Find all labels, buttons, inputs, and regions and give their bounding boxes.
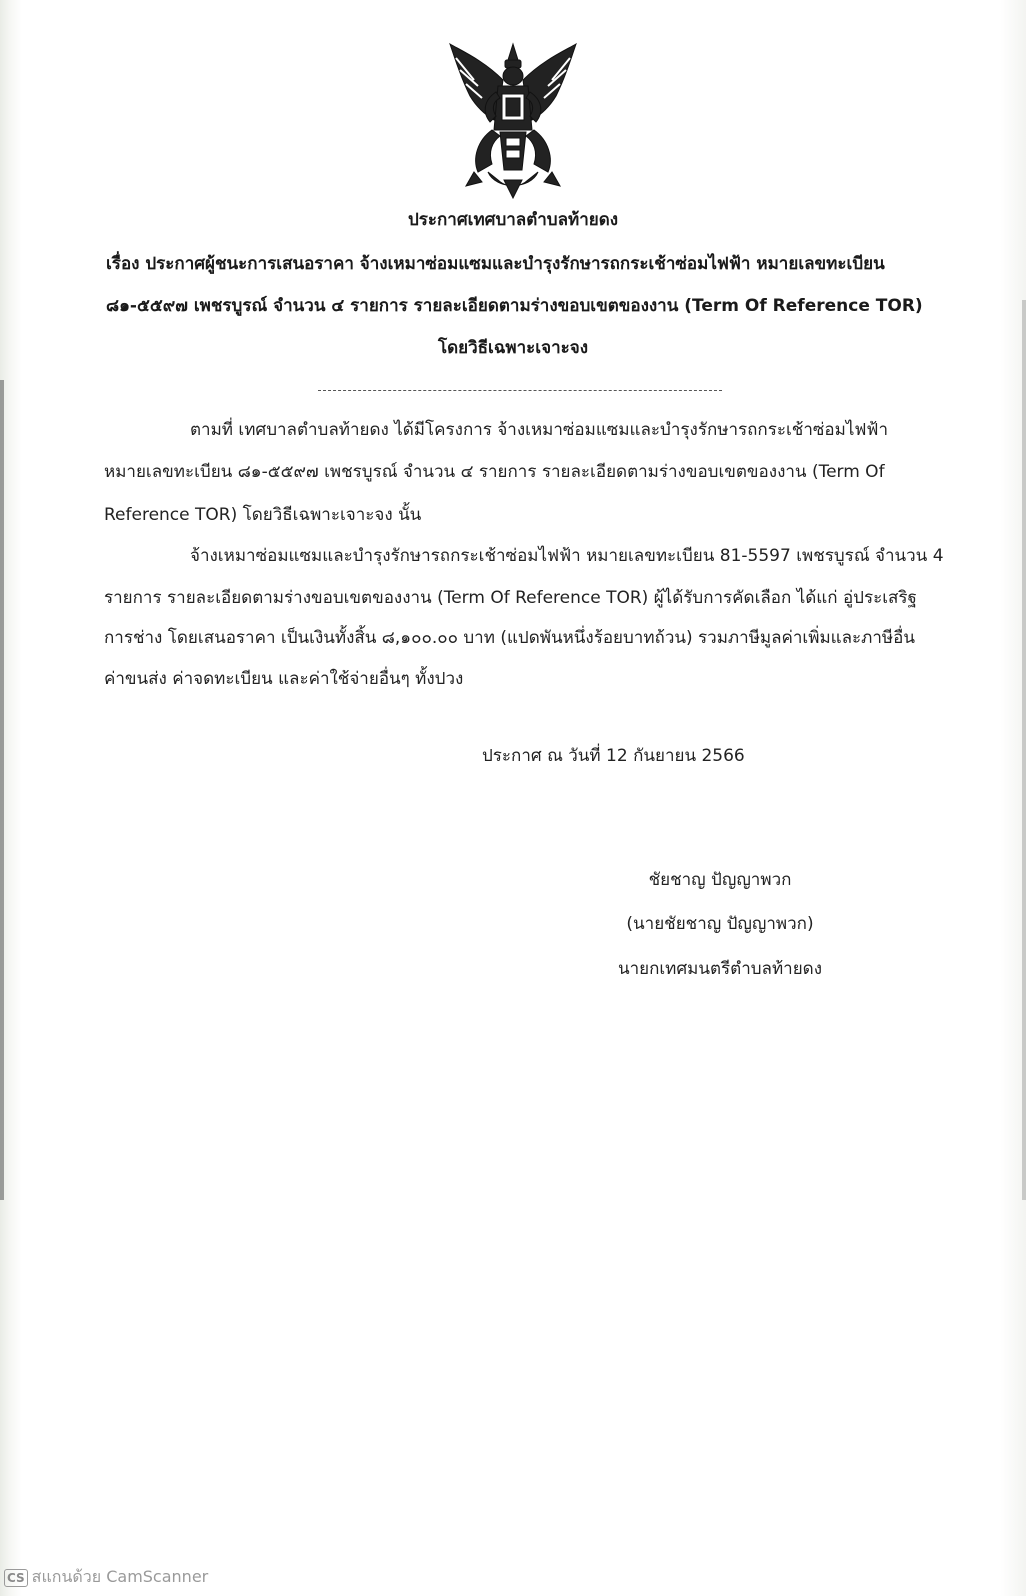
signature-printed-name: (นายชัยชาญ ปัญญาพวก)	[626, 914, 814, 934]
paragraph-2-line-2: รายการ รายละเอียดตามร่างขอบเขตของงาน (Term Of Reference TOR) ผู้ได้รับการคัดเลือก ได้แก่ อู่ประเสริฐ	[104, 588, 917, 608]
paragraph-2-line-4: ค่าขนส่ง ค่าจดทะเบียน และค่าใช้จ่ายอื่นๆ ทั้งปวง	[104, 669, 464, 689]
camscanner-watermark-text: สแกนด้วย CamScanner	[31, 1567, 209, 1586]
camscanner-watermark	[4, 1565, 208, 1590]
garuda-emblem-icon	[448, 40, 578, 200]
paragraph-1-line-3: Reference TOR) โดยวิธีเฉพาะเจาะจง นั้น	[104, 505, 422, 525]
signature-signed-name: ชัยชาญ ปัญญาพวก	[648, 870, 792, 890]
section-divider	[318, 390, 722, 391]
paragraph-1-line-1: ตามที่ เทศบาลตำบลท้ายดง ได้มีโครงการ จ้างเหมาซ่อมแซมและบำรุงรักษารถกระเช้าซ่อมไฟฟ้า	[190, 420, 888, 440]
announcement-date: ประกาศ ณ วันที่ 12 กันยายน 2566	[482, 746, 745, 766]
camscanner-logo-icon: CS	[4, 1569, 28, 1587]
paragraph-2-line-3: การช่าง โดยเสนอราคา เป็นเงินทั้งสิ้น ๘,๑๐๐.๐๐ บาท (แปดพันหนึ่งร้อยบาทถ้วน) รวมภาษีมูลค่าเพิ่มและภาษีอื่น	[104, 628, 915, 648]
subject-line-2: ๘๑-๕๕๙๗ เพชรบูรณ์ จำนวน ๔ รายการ รายละเอียดตามร่างขอบเขตของงาน (Term Of Reference TOR)	[106, 296, 923, 316]
scan-right-edge-shadow	[1022, 300, 1026, 1200]
scan-left-edge-shadow	[0, 380, 4, 1200]
paragraph-1-line-2: หมายเลขทะเบียน ๘๑-๕๕๙๗ เพชรบูรณ์ จำนวน ๔ รายการ รายละเอียดตามร่างขอบเขตของงาน (Term Of	[104, 462, 885, 482]
subject-line-1: เรื่อง ประกาศผู้ชนะการเสนอราคา จ้างเหมาซ่อมแซมและบำรุงรักษารถกระเช้าซ่อมไฟฟ้า หมายเลขทะเบียน	[106, 254, 885, 274]
issuer-title: ประกาศเทศบาลตำบลท้ายดง	[407, 210, 619, 230]
paragraph-2-line-1: จ้างเหมาซ่อมแซมและบำรุงรักษารถกระเช้าซ่อมไฟฟ้า หมายเลขทะเบียน 81-5597 เพชรบูรณ์ จำนวน 4	[190, 546, 944, 566]
signature-position: นายกเทศมนตรีตำบลท้ายดง	[617, 959, 823, 979]
subject-line-3: โดยวิธีเฉพาะเจาะจง	[437, 338, 589, 358]
